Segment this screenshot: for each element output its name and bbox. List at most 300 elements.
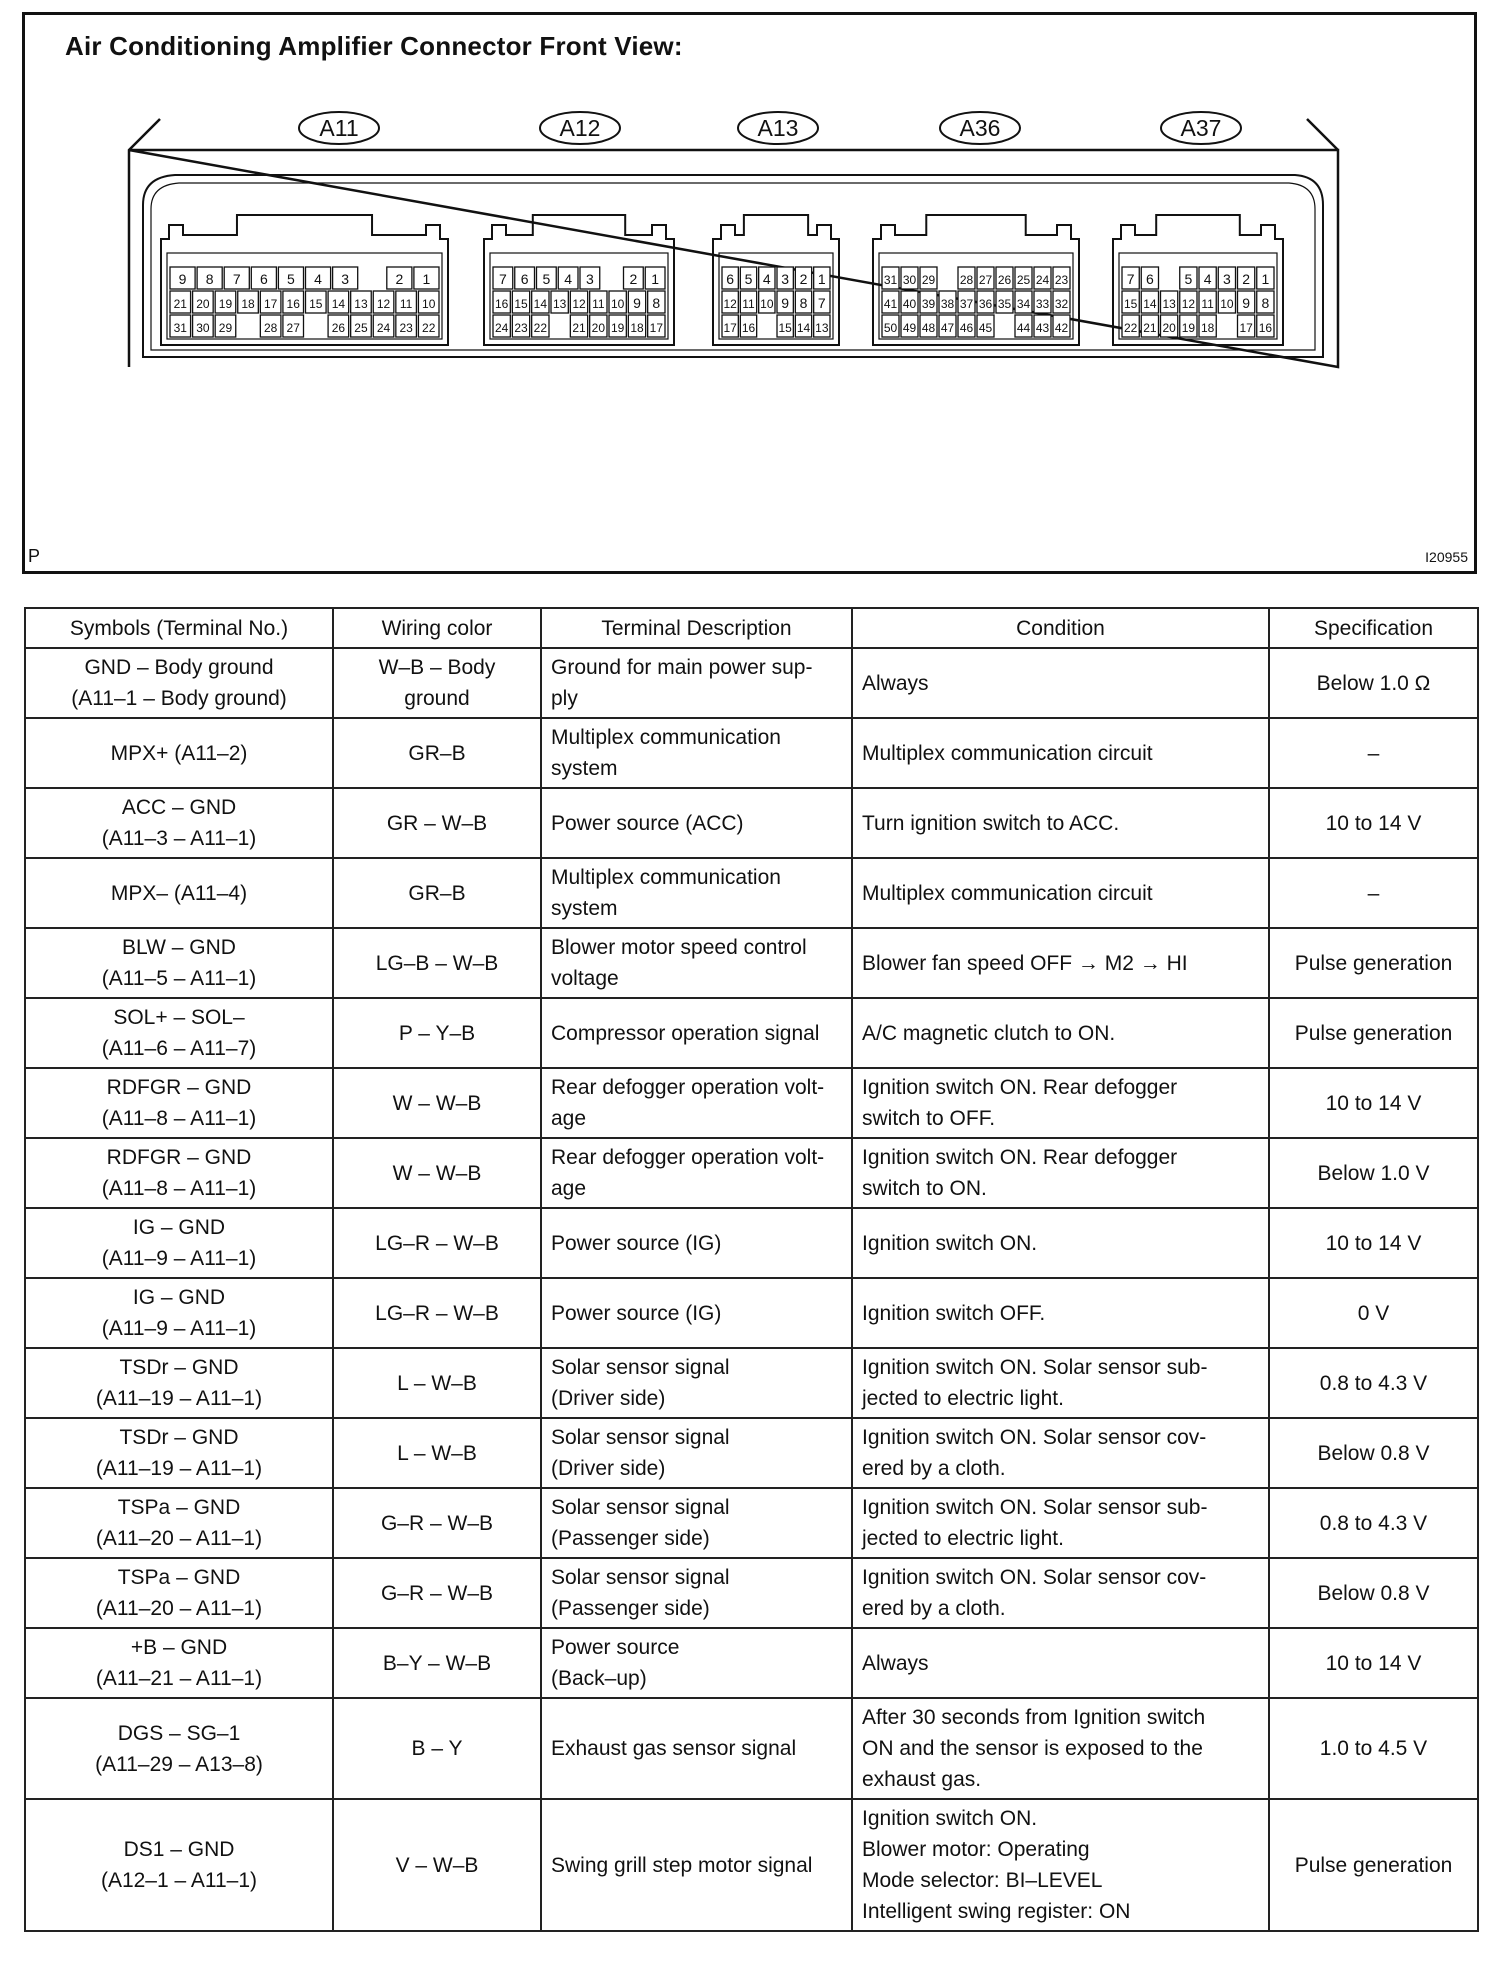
cell-line: +B – GND [130, 1636, 228, 1659]
wiring-color-cell [333, 718, 541, 788]
pin-number: 16 [1258, 321, 1273, 335]
table-row [25, 1698, 1478, 1799]
cell-line: (A11–19 – A11–1) [95, 1387, 263, 1410]
pin-number: 21 [173, 297, 187, 311]
pin-number: 12 [723, 297, 737, 311]
pin-number: 2 [799, 271, 808, 287]
symbol-cell [25, 1418, 333, 1488]
cell-line: B–Y – W–B [382, 1651, 492, 1675]
cell-line: (A11–21 – A11–1) [95, 1667, 263, 1690]
figure-title: Air Conditioning Amplifier Connector Front View: [65, 31, 683, 61]
pin-number: 25 [354, 321, 368, 335]
pin-number: 24 [494, 321, 509, 335]
pin-number: 48 [921, 321, 936, 335]
pin-number: 25 [1016, 273, 1031, 287]
pin-number: 1 [422, 271, 431, 287]
pin-number: 16 [494, 297, 509, 311]
table-row [25, 928, 1478, 998]
pin-number: 23 [514, 321, 528, 335]
cell-line: TSPa – GND [117, 1496, 241, 1519]
cell-line: (Driver side) [551, 1457, 666, 1480]
specification-cell: Pulse generation [1269, 998, 1478, 1068]
cell-line: jected to electric light. [862, 1527, 1064, 1550]
pin-number: 34 [1016, 297, 1031, 311]
cell-line: Always [862, 1651, 929, 1675]
cell-line: (A11–20 – A11–1) [95, 1527, 263, 1550]
pin-number: 18 [1200, 321, 1215, 335]
pin-number: 22 [533, 321, 548, 335]
pin-number: 41 [883, 297, 898, 311]
table-row [25, 788, 1478, 858]
description-cell [541, 1628, 852, 1698]
cell-line: V – W–B [395, 1853, 479, 1877]
pin-number: 8 [1261, 295, 1270, 311]
wiring-color-cell [333, 1418, 541, 1488]
specification-cell: 0.8 to 4.3 V [1269, 1488, 1478, 1558]
specification-cell: Below 1.0 Ω [1269, 648, 1478, 718]
pin-number: 38 [940, 297, 955, 311]
pin-number: 5 [287, 271, 295, 287]
pin-number: 8 [205, 271, 214, 287]
cell-line: age [551, 1107, 587, 1130]
pin-number: 11 [1201, 297, 1214, 311]
pin-number: 5 [744, 271, 753, 287]
wiring-color-cell [333, 648, 541, 718]
specification-cell: 0 V [1269, 1278, 1478, 1348]
description-cell [541, 1068, 852, 1138]
symbol-cell [25, 648, 333, 718]
cell-line: MPX– (A11–4) [110, 881, 248, 905]
cell-line: Solar sensor signal [551, 1496, 730, 1519]
condition-cell [852, 1628, 1269, 1698]
condition-cell [852, 1558, 1269, 1628]
cell-line: switch to ON. [862, 1177, 987, 1200]
cell-line: Intelligent swing register: ON [862, 1900, 1131, 1923]
symbol-cell [25, 788, 333, 858]
description-cell [541, 718, 852, 788]
pin-number: 12 [572, 297, 586, 311]
condition-cell [852, 1348, 1269, 1418]
pin-number: 33 [1035, 297, 1050, 311]
pin-number: 10 [610, 297, 625, 311]
pin-number: 13 [1162, 297, 1176, 311]
cell-line: (Passenger side) [551, 1597, 710, 1620]
cell-line: Multiplex communication circuit [862, 881, 1153, 905]
pin-number: 49 [902, 321, 917, 335]
cell-line: ON and the sensor is exposed to the [862, 1737, 1203, 1760]
cell-line: Ignition switch ON. [862, 1231, 1038, 1255]
pin-number: 19 [218, 297, 233, 311]
specification-cell: Below 0.8 V [1269, 1418, 1478, 1488]
pin-number: 43 [1035, 321, 1050, 335]
symbol-cell [25, 1278, 333, 1348]
cell-line: (Back–up) [551, 1667, 647, 1690]
description-cell [541, 1799, 852, 1931]
pin-number: 1 [817, 271, 826, 287]
pin-number: 7 [817, 295, 826, 311]
pin-number: 20 [591, 321, 606, 335]
symbol-cell [25, 998, 333, 1068]
pin-number: 22 [422, 321, 436, 335]
symbol-cell [25, 1799, 333, 1931]
cell-line: Power source [551, 1636, 680, 1659]
pin-number: 3 [1222, 271, 1231, 287]
cell-line: DS1 – GND [123, 1838, 235, 1861]
pin-number: 11 [592, 297, 605, 311]
pin-number: 9 [1242, 295, 1251, 311]
cell-line: TSDr – GND [119, 1356, 239, 1379]
cell-line: GND – Body ground [84, 656, 274, 679]
pin-number: 10 [1220, 297, 1234, 311]
cell-line: Ignition switch ON. Solar sensor cov- [862, 1566, 1207, 1589]
cell-line: Solar sensor signal [551, 1566, 730, 1589]
cell-line: Rear defogger operation volt- [551, 1076, 825, 1099]
pin-number: 24 [376, 321, 391, 335]
pin-number: 47 [940, 321, 955, 335]
cell-line: (A11–1 – Body ground) [71, 687, 287, 710]
cell-line: TSDr – GND [119, 1426, 239, 1449]
condition-cell [852, 1488, 1269, 1558]
pin-number: 17 [263, 297, 278, 311]
pin-number: 14 [533, 297, 548, 311]
symbol-cell [25, 1558, 333, 1628]
specification-cell: 10 to 14 V [1269, 788, 1478, 858]
figure-code: I20955 [1425, 549, 1468, 565]
cell-line: L – W–B [397, 1441, 477, 1465]
cell-line: ground [404, 687, 470, 710]
cell-line: A/C magnetic clutch to ON. [862, 1021, 1116, 1045]
pin-number: 30 [902, 273, 917, 287]
symbol-cell [25, 1488, 333, 1558]
cell-line: (Passenger side) [551, 1527, 710, 1550]
cell-line: W – W–B [392, 1091, 482, 1115]
pin-number: 12 [376, 297, 391, 311]
specification-cell: 0.8 to 4.3 V [1269, 1348, 1478, 1418]
pin-number: 17 [649, 321, 664, 335]
cell-line: Solar sensor signal [551, 1356, 730, 1379]
cell-line: (A11–20 – A11–1) [95, 1597, 263, 1620]
header-wiring-color: Wiring color [333, 608, 541, 648]
condition-cell [852, 1418, 1269, 1488]
pin-number: 50 [883, 321, 898, 335]
pin-number: 26 [997, 273, 1012, 287]
pin-number: 2 [629, 271, 638, 287]
pin-number: 7 [232, 271, 241, 287]
pin-number: 27 [286, 321, 300, 335]
cell-line: Power source (IG) [551, 1301, 722, 1325]
pin-number: 3 [781, 271, 790, 287]
table-body [25, 648, 1478, 1931]
wiring-color-cell [333, 928, 541, 998]
cell-line: RDFGR – GND [106, 1146, 252, 1169]
pin-number: 15 [514, 297, 528, 311]
wiring-color-cell [333, 1628, 541, 1698]
pin-number: 23 [399, 321, 413, 335]
pin-number: 29 [218, 321, 233, 335]
cell-line: P – Y–B [398, 1021, 476, 1045]
cell-line: LG–R – W–B [375, 1231, 499, 1255]
condition-cell [852, 858, 1269, 928]
pin-number: 16 [286, 297, 300, 311]
condition-cell [852, 718, 1269, 788]
symbol-cell [25, 928, 333, 998]
cell-line: (A11–8 – A11–1) [101, 1107, 257, 1130]
condition-cell [852, 1799, 1269, 1931]
connector-label: A11 [319, 115, 359, 141]
condition-cell [852, 1698, 1269, 1799]
pin-number: 10 [422, 297, 436, 311]
specification-cell: Below 1.0 V [1269, 1138, 1478, 1208]
cell-line: Ignition switch ON. Rear defogger [862, 1146, 1178, 1169]
pin-number: 6 [259, 271, 268, 287]
connector-label: A36 [959, 115, 1001, 141]
symbol-cell [25, 1208, 333, 1278]
cell-line: Power source (IG) [551, 1231, 722, 1255]
pin-number: 44 [1016, 321, 1031, 335]
cell-line: (A11–19 – A11–1) [95, 1457, 263, 1480]
pin-number: 10 [760, 297, 774, 311]
description-cell [541, 788, 852, 858]
cell-line: Multiplex communication [551, 866, 781, 889]
table-row [25, 1278, 1478, 1348]
cell-line: (A11–9 – A11–1) [101, 1317, 257, 1340]
cell-line: system [551, 757, 618, 780]
description-cell [541, 1488, 852, 1558]
cell-line: (A11–6 – A11–7) [101, 1037, 257, 1060]
cell-line: Ignition switch ON. Solar sensor cov- [862, 1426, 1207, 1449]
cell-line: Blower motor speed control [551, 936, 807, 959]
pin-number: 12 [1181, 297, 1196, 311]
cell-line: age [551, 1177, 587, 1200]
wiring-color-cell [333, 1558, 541, 1628]
pin-number: 28 [263, 321, 278, 335]
cell-line: Power source (ACC) [551, 811, 744, 835]
pin-number: 24 [1035, 273, 1050, 287]
description-cell [541, 1278, 852, 1348]
cell-line: ply [551, 687, 578, 710]
specification-cell: 10 to 14 V [1269, 1208, 1478, 1278]
symbol-cell [25, 1138, 333, 1208]
pin-number: 5 [1184, 271, 1193, 287]
cell-line: Rear defogger operation volt- [551, 1146, 825, 1169]
symbol-cell [25, 1348, 333, 1418]
condition-cell [852, 1278, 1269, 1348]
cell-line: LG–B – W–B [375, 951, 499, 975]
cell-line: GR–B [408, 741, 466, 765]
wiring-color-cell [333, 998, 541, 1068]
pin-number: 36 [978, 297, 993, 311]
pin-number: 29 [921, 273, 936, 287]
pin-number: 2 [395, 271, 404, 287]
pin-number: 6 [1145, 271, 1154, 287]
table-row [25, 718, 1478, 788]
cell-line: Exhaust gas sensor signal [551, 1737, 797, 1760]
symbol-cell [25, 718, 333, 788]
pin-number: 9 [178, 271, 187, 287]
pin-number: 1 [651, 271, 660, 287]
specification-cell: Below 0.8 V [1269, 1558, 1478, 1628]
condition-cell [852, 998, 1269, 1068]
cell-line: voltage [551, 967, 619, 990]
symbol-cell [25, 1628, 333, 1698]
wiring-color-cell [333, 1138, 541, 1208]
cell-line: Ignition switch ON. Rear defogger [862, 1076, 1178, 1099]
symbol-cell [25, 1698, 333, 1799]
pin-number: 3 [585, 271, 594, 287]
cell-line: (A11–8 – A11–1) [101, 1177, 257, 1200]
pin-number: 40 [902, 297, 917, 311]
pin-number: 1 [1261, 271, 1270, 287]
pin-number: 28 [959, 273, 974, 287]
wiring-color-cell [333, 1799, 541, 1931]
wiring-color-cell [333, 1208, 541, 1278]
cell-line: ered by a cloth. [862, 1457, 1006, 1480]
table-row [25, 1799, 1478, 1931]
description-cell [541, 1208, 852, 1278]
pin-number: 30 [196, 321, 210, 335]
pin-number: 11 [742, 297, 755, 311]
wiring-color-cell [333, 1698, 541, 1799]
table-row [25, 998, 1478, 1068]
pin-number: 18 [630, 321, 644, 335]
specification-cell: – [1269, 858, 1478, 928]
header-terminal-description: Terminal Description [541, 608, 852, 648]
pin-number: 15 [778, 321, 792, 335]
table-row [25, 1068, 1478, 1138]
cell-line: Ignition switch ON. Solar sensor sub- [862, 1356, 1208, 1379]
pin-number: 7 [1126, 271, 1135, 287]
cell-line: Ground for main power sup- [551, 656, 813, 679]
cell-line: Ignition switch OFF. [862, 1301, 1046, 1325]
connector-label: A37 [1180, 115, 1222, 141]
specification-cell: Pulse generation [1269, 928, 1478, 998]
cell-line: ACC – GND [121, 796, 237, 819]
table-row [25, 1628, 1478, 1698]
cell-line: G–R – W–B [380, 1581, 494, 1605]
description-cell [541, 1558, 852, 1628]
condition-cell [852, 648, 1269, 718]
pin-number: 8 [652, 295, 661, 311]
header-condition: Condition [852, 608, 1269, 648]
pin-number: 31 [173, 321, 187, 335]
pin-number: 21 [1143, 321, 1157, 335]
pin-number: 21 [572, 321, 586, 335]
wiring-color-cell [333, 1278, 541, 1348]
pin-number: 5 [542, 271, 551, 287]
cell-line: Ignition switch ON. [862, 1807, 1038, 1830]
pin-number: 4 [564, 271, 573, 287]
table-row [25, 1418, 1478, 1488]
description-cell [541, 1138, 852, 1208]
cell-line: SOL+ – SOL– [113, 1006, 245, 1029]
connector-label: A13 [757, 115, 799, 141]
pin-number: 2 [1242, 271, 1251, 287]
cell-line: IG – GND [132, 1216, 226, 1239]
wiring-color-cell [333, 1068, 541, 1138]
cell-line: Multiplex communication [551, 726, 781, 749]
cell-line: Multiplex communication circuit [862, 741, 1153, 765]
terminal-spec-table [24, 607, 1479, 1932]
pin-number: 3 [341, 271, 350, 287]
pin-number: 14 [796, 321, 811, 335]
description-cell [541, 998, 852, 1068]
description-cell [541, 928, 852, 998]
wiring-color-cell [333, 788, 541, 858]
cell-line: system [551, 897, 618, 920]
cell-line: Blower fan speed OFF → M2 → HI [862, 951, 1188, 975]
pin-number: 32 [1054, 297, 1069, 311]
pin-number: 26 [331, 321, 346, 335]
pin-number: 4 [762, 271, 771, 287]
specification-cell: 10 to 14 V [1269, 1628, 1478, 1698]
cell-line: G–R – W–B [380, 1511, 494, 1535]
connector-label: A12 [559, 115, 601, 141]
description-cell [541, 1698, 852, 1799]
pin-number: 20 [196, 297, 210, 311]
cell-line: Turn ignition switch to ACC. [862, 811, 1120, 835]
pin-number: 17 [1239, 321, 1253, 335]
table-row [25, 1488, 1478, 1558]
cell-line: (A12–1 – A11–1) [100, 1869, 258, 1892]
cell-line: Ignition switch ON. Solar sensor sub- [862, 1496, 1208, 1519]
pin-number: 17 [723, 321, 737, 335]
pin-number: 37 [959, 297, 974, 311]
pin-number: 16 [741, 321, 756, 335]
pin-number: 13 [552, 297, 567, 311]
pin-number: 31 [883, 273, 898, 287]
wiring-color-cell [333, 858, 541, 928]
condition-cell [852, 928, 1269, 998]
cell-line: Compressor operation signal [551, 1021, 820, 1045]
cell-line: MPX+ (A11–2) [110, 741, 248, 765]
wiring-color-cell [333, 1488, 541, 1558]
corner-label: P [28, 546, 41, 566]
header-symbols: Symbols (Terminal No.) [25, 608, 333, 648]
cell-line: (A11–3 – A11–1) [101, 827, 257, 850]
cell-line: After 30 seconds from Ignition switch [862, 1706, 1206, 1729]
table-row [25, 1138, 1478, 1208]
cell-line: (Driver side) [551, 1387, 666, 1410]
pin-number: 9 [781, 295, 790, 311]
pin-number: 18 [241, 297, 255, 311]
table-row [25, 648, 1478, 718]
cell-line: Swing grill step motor signal [551, 1853, 813, 1877]
pin-number: 20 [1162, 321, 1176, 335]
condition-cell [852, 1138, 1269, 1208]
cell-line: (A11–29 – A13–8) [95, 1752, 263, 1776]
symbol-cell [25, 858, 333, 928]
cell-line: (A11–5 – A11–1) [101, 967, 257, 990]
pin-number: 6 [726, 271, 735, 287]
cell-line: jected to electric light. [862, 1387, 1064, 1410]
pin-number: 15 [1123, 297, 1138, 311]
pin-number: 11 [399, 297, 413, 311]
specification-cell: 10 to 14 V [1269, 1068, 1478, 1138]
symbol-cell [25, 1068, 333, 1138]
cell-line: GR–B [408, 881, 466, 905]
pin-number: 35 [997, 297, 1012, 311]
pin-number: 14 [1143, 297, 1157, 311]
pin-number: 42 [1054, 321, 1069, 335]
pin-number: 19 [610, 321, 625, 335]
cell-line: Mode selector: BI–LEVEL [862, 1869, 1103, 1892]
cell-line: GR – W–B [386, 811, 488, 835]
cell-line: W–B – Body [378, 656, 496, 679]
table-header-row [25, 608, 1478, 648]
pin-number: 13 [815, 321, 829, 335]
cell-line: BLW – GND [122, 936, 236, 959]
pin-number: 39 [921, 297, 936, 311]
